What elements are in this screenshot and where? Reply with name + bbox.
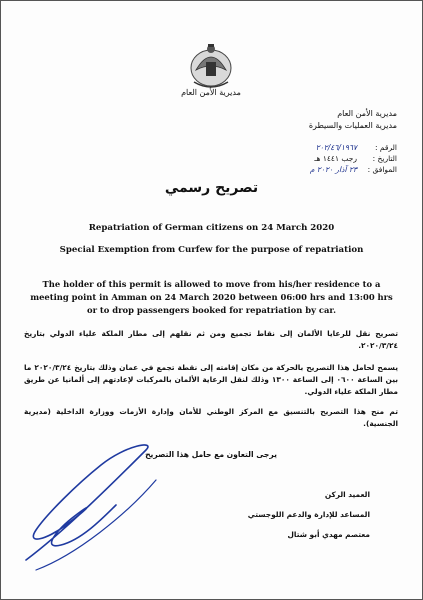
reference-number-value: ٢٠٢/٤٦/١٩٦٧ — [315, 143, 357, 152]
arabic-closing: يرجى التعاون مع حامل هذا التصريح — [145, 450, 277, 459]
issuer-line-1: مديرية الأمن العام — [337, 109, 397, 118]
arabic-paragraph-1: تصريح نقل للرعايا الألمان إلى نقاط تجميع ومن ثم نقلهم إلى مطار الملكة علياء الدولي بتاريخ ٢٠٢٠/٣/٢٤. — [24, 329, 398, 350]
handwritten-signature — [6, 420, 166, 580]
reference-block — [310, 142, 397, 175]
arabic-paragraph-3: تم منح هذا التصريح بالتنسيق مع المركز الوطني للأمان وإدارة الأزمات ووزارة الداخلية (مديرية الجنسية). — [24, 407, 398, 428]
coat-of-arms-icon — [188, 40, 234, 90]
reference-date-label: التاريخ : — [372, 154, 397, 163]
reference-corresponding-row — [310, 164, 397, 175]
reference-number-label: الرقم : — [375, 143, 397, 152]
issuer-line-2: مديرية العمليات والسيطرة — [308, 121, 397, 130]
signatory-rank: العميد الركن — [324, 490, 370, 499]
reference-date-row — [310, 153, 397, 164]
arabic-paragraph-2: يسمح لحامل هذا التصريح بالحركة من مكان إقامته إلى نقطة تجمع في عمان وذلك بتاريخ ٢٠٢٠/٣/٢٤ ما بين الساعة ٠٦٠٠ إلى الساعة ١٣٠٠ وذلك لنقل الرعاية الألمان بالمركبات لإعادتهم إلى ألمانيا عن طريق مطار الملكة علياء الدولي. — [24, 363, 398, 396]
signatory-position: المساعد للإدارة والدعم اللوجستي — [247, 510, 370, 519]
signatory-name: معتصم مهدي أبو شتال — [287, 530, 370, 539]
english-body: The holder of this permit is allowed to move from his/her residence to a meeting point in Amman on 24 March 2020 between 06:00 hrs and 13:00 hrs or to drop passengers booked for repatriation by car. — [30, 279, 393, 315]
reference-corresponding-value: ٢٣ آذار ٢٠٢٠ م — [309, 165, 357, 174]
reference-date-value: رجب ١٤٤١ هـ — [314, 154, 357, 163]
reference-corresponding-label: الموافق : — [367, 165, 397, 174]
document-title-arabic: تصريح رسمي — [164, 180, 259, 196]
english-heading-2: Special Exemption from Curfew for the purpose of repatriation — [59, 245, 364, 255]
emblem-caption: مديرية الأمن العام — [181, 88, 241, 97]
reference-number-row — [310, 142, 397, 153]
english-heading-1: Repatriation of German citizens on 24 March 2020 — [88, 223, 335, 233]
issuer-block — [309, 108, 397, 132]
